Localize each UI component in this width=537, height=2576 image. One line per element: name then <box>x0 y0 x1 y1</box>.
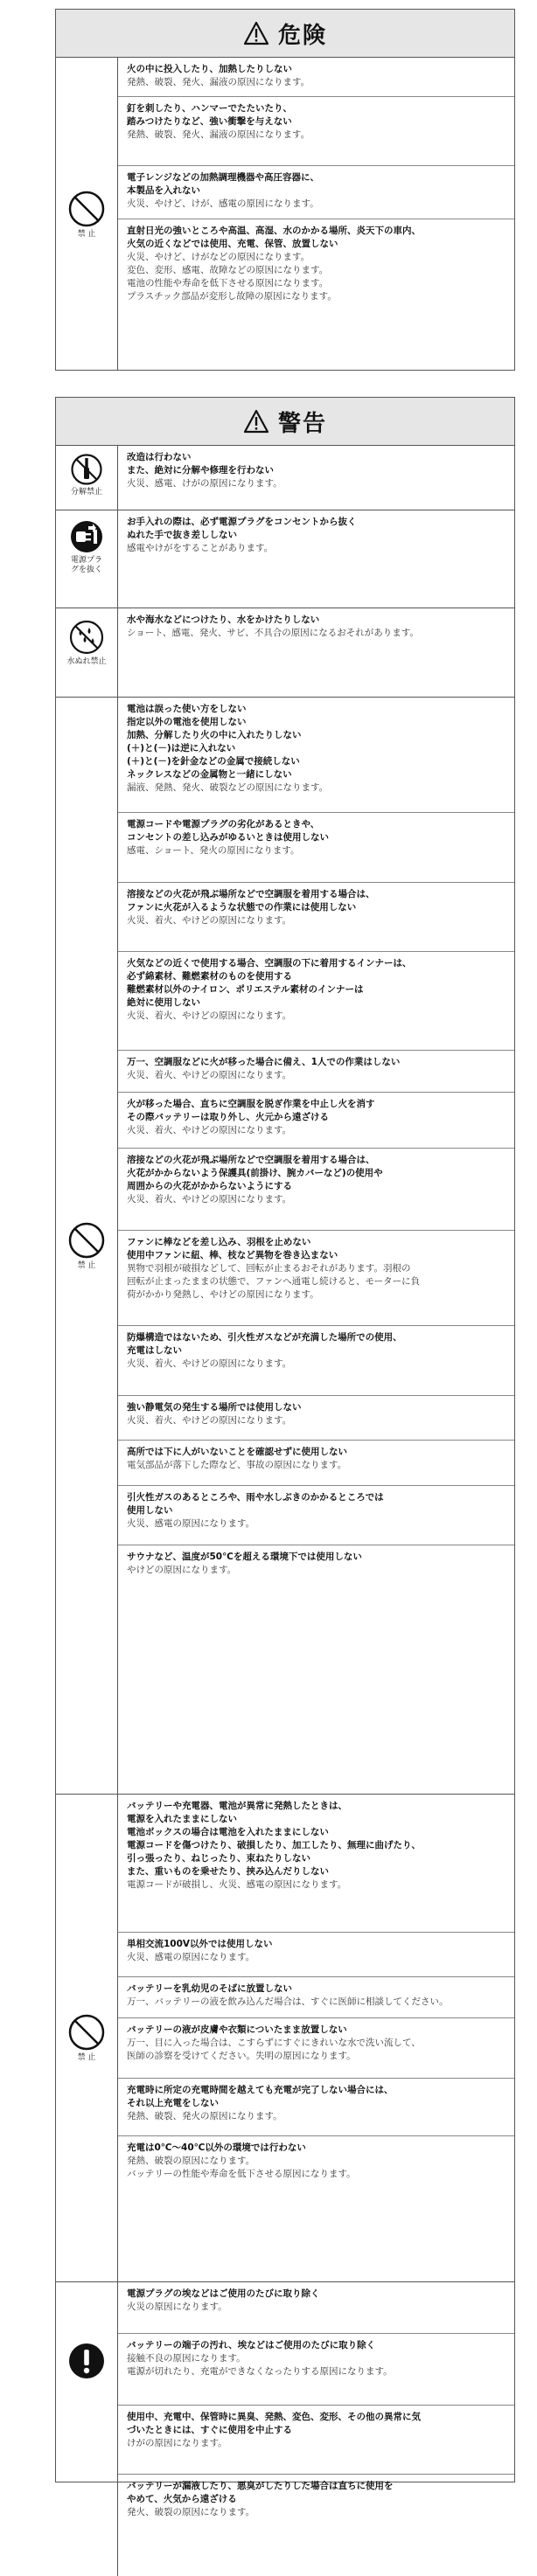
item-heading-line: 強い静電気の発生する場所では使用しない <box>127 1402 302 1413</box>
item-heading-line: 水や海水などにつけたり、水をかけたりしない <box>127 614 320 625</box>
item-detail-line: バッテリーの性能や寿命を低下させる原因になります。 <box>127 2169 356 2179</box>
prohibit-2-items <box>118 1795 514 2281</box>
warning-item <box>118 2136 514 2281</box>
warning-item <box>118 2282 514 2334</box>
item-heading-line: 直射日光の強いところや高温、高湿、水のかかる場所、炎天下の車内、 <box>127 226 421 236</box>
item-detail-line: 火災、着火、やけどの原因になります。 <box>127 1010 292 1021</box>
warning-item <box>118 2406 514 2475</box>
item-heading-line: お手入れの際は、必ず電源プラグをコンセントから抜く <box>127 517 357 527</box>
item-detail-line: 発火、破裂の原因になります。 <box>127 2507 255 2517</box>
item-heading-line: 電源コードを傷つけたり、破損したり、加工したり、無理に曲げたり、 <box>127 1840 421 1850</box>
warning-item <box>118 446 514 510</box>
item-heading-line: 火気の近くなどでは使用、充電、保管、放置しない <box>127 239 338 249</box>
danger-icon-column <box>56 58 118 371</box>
mandatory-action-icon <box>67 2342 106 2380</box>
item-detail-line: 火災、やけど、けが、感電の原因になります。 <box>127 198 319 209</box>
wet-items <box>118 608 514 697</box>
item-heading-line: それ以上充電をしない <box>127 2098 219 2108</box>
warning-title: 警告 <box>277 410 327 437</box>
item-heading-line: 使用しない <box>127 1505 173 1516</box>
no-disassembly-icon <box>70 453 103 486</box>
item-heading-line: 電池ボックスの場合は電池を入れたままにしない <box>127 1827 329 1837</box>
prohibit-1-items <box>118 698 514 1794</box>
no-disassembly-label: 分解禁止 <box>70 488 102 496</box>
item-heading-line: ファンに火花が入るような状態での作業には使用しない <box>127 902 357 913</box>
item-detail-line: プラスチック部品が変形し故障の原因になります。 <box>127 291 337 302</box>
item-heading-line: バッテリーや充電器、電池が異常に発熱したときは、 <box>127 1801 347 1811</box>
prohibited-icon <box>67 1221 106 1260</box>
danger-items <box>118 58 514 371</box>
item-heading-line: 電池は誤った使い方をしない <box>127 704 247 714</box>
item-detail-line: 接触不良の原因になります。 <box>127 2353 246 2364</box>
danger-section <box>55 9 515 371</box>
warning-item <box>118 952 514 1051</box>
item-heading-line: 本製品を入れない <box>127 185 200 196</box>
item-detail-line: 発熱、破裂、発火、漏液の原因になります。 <box>127 129 310 140</box>
mandatory-group <box>56 2282 514 2576</box>
warning-item <box>118 1231 514 1326</box>
item-heading-line: 絶対に使用しない <box>127 997 200 1008</box>
item-detail-line: 火災、着火、やけどの原因になります。 <box>127 1125 292 1135</box>
item-detail-line: 異物で羽根が破損などして、回転が止まるおそれがあります。羽根の <box>127 1263 411 1274</box>
item-heading-line: バッテリーの液が皮膚や衣類についたまま放置しない <box>127 2024 347 2035</box>
item-heading-line: 使用中ファンに紐、棒、枝など異物を巻き込まない <box>127 1250 338 1260</box>
disassemble-items <box>118 446 514 510</box>
item-heading-line: 電子レンジなどの加熱調理機器や高圧容器に、 <box>127 172 319 183</box>
item-heading-line: その際バッテリーは取り外し、火元から遠ざける <box>127 1112 329 1122</box>
unplug-group <box>56 510 514 608</box>
item-heading-line: 充電はしない <box>127 1345 182 1356</box>
item-detail-line: 火災、着火、やけどの原因になります。 <box>127 1415 292 1426</box>
item-heading-line: (＋)と(－)は逆に入れない <box>127 743 236 753</box>
prohibit-1-icon-column <box>56 698 118 1794</box>
item-heading-line: (＋)と(－)を針金などの金属で接続しない <box>127 756 300 767</box>
item-heading-line: 溶接などの火花が飛ぶ場所などで空調服を着用する場合は、 <box>127 1155 375 1165</box>
warning-item <box>118 1326 514 1396</box>
item-heading-line: 火が移った場合、直ちに空調服を脱ぎ作業を中止し火を消す <box>127 1099 375 1109</box>
warning-item <box>118 1051 514 1093</box>
item-heading-line: 使用中、充電中、保管時に異臭、発熱、変色、変形、その他の異常に気 <box>127 2412 421 2422</box>
item-heading-line: 改造は行わない <box>127 452 192 462</box>
item-heading-line: 釘を刺したり、ハンマーでたたいたり、 <box>127 103 292 114</box>
item-heading-line: また、重いものを乗せたり、挟み込んだりしない <box>127 1866 329 1877</box>
item-detail-line: 火災、感電の原因になります。 <box>127 1518 255 1529</box>
item-detail-line: 荷がかかり発熱し、やけどの原因になります。 <box>127 1289 319 1300</box>
prohibited-label: 禁 止 <box>77 1260 96 1270</box>
warning-triangle-icon <box>243 21 269 45</box>
item-detail-line: 変色、変形、感電、故障などの原因になります。 <box>127 265 329 275</box>
disassemble-group <box>56 446 514 510</box>
warning-item <box>118 813 514 883</box>
item-detail-line: 火災、着火、やけどの原因になります。 <box>127 1070 292 1080</box>
no-water-label: 水ぬれ禁止 <box>66 657 107 666</box>
item-detail-line: 火災、着火、やけどの原因になります。 <box>127 1194 292 1205</box>
item-detail-line: 火災、着火、やけどの原因になります。 <box>127 1358 292 1369</box>
item-heading-line: サウナなど、温度が50℃を超える環境下では使用しない <box>127 1552 362 1562</box>
warning-item <box>118 1149 514 1231</box>
item-heading-line: コンセントの差し込みがゆるいときは使用しない <box>127 832 329 843</box>
item-heading-line: 防爆構造ではないため、引火性ガスなどが充満した場所での使用、 <box>127 1332 402 1343</box>
warning-item <box>118 698 514 813</box>
item-detail-line: 感電、ショート、発火の原因になります。 <box>127 845 300 856</box>
no-water-icon <box>68 619 105 656</box>
item-detail-line: 万一、バッテリーの液を飲み込んだ場合は、すぐに医師に相談してください。 <box>127 1996 449 2007</box>
item-heading-line: ファンに棒などを差し込み、羽根を止めない <box>127 1237 311 1247</box>
prohibit-2-icon-column <box>56 1795 118 2281</box>
warning-item <box>118 1486 514 1545</box>
item-heading-line: 周囲からの火花がかからないようにする <box>127 1181 292 1191</box>
item-heading-line: 引っ張ったり、ねじったり、束ねたりしない <box>127 1853 310 1864</box>
item-detail-line: 回転が止まったままの状態で、ファンへ通電し続けると、モーターに負 <box>127 1276 421 1287</box>
warning-header <box>56 398 514 446</box>
item-heading-line: 溶接などの火花が飛ぶ場所などで空調服を着用する場合は、 <box>127 889 375 899</box>
item-heading-line: 電源コードや電源プラグの劣化があるときや、 <box>127 819 320 830</box>
item-heading-line: 充電時に所定の充電時間を越えても充電が完了しない場合には、 <box>127 2085 394 2095</box>
item-detail-line: 電源コードが破損し、火災、感電の原因になります。 <box>127 1879 347 1890</box>
item-heading-line: 電源プラグの埃などはご使用のたびに取り除く <box>127 2288 320 2299</box>
item-heading-line: 火気などの近くで使用する場合、空調服の下に着用するインナーは、 <box>127 958 412 969</box>
item-heading-line: 充電は0℃〜40℃以外の環境では行わない <box>127 2142 306 2153</box>
prohibited-icon <box>67 190 106 228</box>
disassemble-icon-column <box>56 446 118 510</box>
item-detail-line: 万一、目に入った場合は、こすらずにすぐにきれいな水で洗い流して、 <box>127 2038 421 2048</box>
item-detail-line: 火災、着火、やけどの原因になります。 <box>127 915 292 926</box>
item-detail-line: ショート、感電、発火、サビ、不具合の原因になるおそれがあります。 <box>127 628 419 638</box>
item-heading-line: また、絶対に分解や修理を行わない <box>127 465 274 476</box>
item-heading-line: 高所では下に人がいないことを確認せずに使用しない <box>127 1447 347 1457</box>
item-detail-line: 電源が切れたり、充電ができなくなったりする原因になります。 <box>127 2366 393 2377</box>
item-detail-line: 火災、感電、けがの原因になります。 <box>127 478 282 489</box>
unplug-items <box>118 510 514 608</box>
item-heading-line: 単相交流100V以外では使用しない <box>127 1939 273 1949</box>
prohibited-label: 禁 止 <box>77 2053 96 2062</box>
item-heading-line: ぬれた手で抜き差ししない <box>127 530 237 540</box>
unplug-label: 電源プラグを抜く <box>70 556 102 574</box>
prohibited-label: 禁 止 <box>77 229 96 239</box>
warning-item <box>118 1396 514 1441</box>
warning-item <box>118 2079 514 2136</box>
mandatory-icon-column <box>56 2282 118 2576</box>
warning-item <box>118 219 514 371</box>
item-heading-line: バッテリーが漏液したり、悪臭がしたりした場合は直ちに使用を <box>127 2481 394 2491</box>
danger-title: 危険 <box>277 22 327 49</box>
item-heading-line: バッテリーの端子の汚れ、埃などはご使用のたびに取り除く <box>127 2340 376 2350</box>
item-heading-line: 必ず綿素材、難燃素材のものを使用する <box>127 971 292 982</box>
item-detail-line: 電池の性能や寿命を低下させる原因になります。 <box>127 278 329 288</box>
item-heading-line: バッテリーを乳幼児のそばに放置しない <box>127 1983 292 1994</box>
item-detail-line: 医師の診察を受けてください。失明の原因になります。 <box>127 2051 356 2061</box>
item-detail-line: 発熱、破裂、発火、漏液の原因になります。 <box>127 77 310 87</box>
prohibit-group-2 <box>56 1795 514 2282</box>
wet-icon-column <box>56 608 118 697</box>
item-heading-line: 火の中に投入したり、加熱したりしない <box>127 64 292 74</box>
warning-item <box>118 1545 514 1590</box>
item-heading-line: 加熱、分解したり火の中に入れたりしない <box>127 730 302 740</box>
item-heading-line: 万一、空調服などに火が移った場合に備え、1人での作業はしない <box>127 1057 401 1067</box>
warning-item <box>118 1093 514 1149</box>
item-detail-line: 発熱、破裂の原因になります。 <box>127 2156 255 2166</box>
item-heading-line: 火花がかからないよう保護具(前掛け、腕カバーなど)の使用や <box>127 1168 383 1178</box>
item-detail-line: やけどの原因になります。 <box>127 1565 237 1575</box>
prohibited-icon <box>67 2013 106 2052</box>
warning-item <box>118 58 514 97</box>
item-detail-line: 電気部品が落下した際など、事故の原因になります。 <box>127 1460 347 1470</box>
item-heading-line: 踏みつけたりなど、強い衝撃を与えない <box>127 116 292 127</box>
item-heading-line: 電源を入れたままにしない <box>127 1814 237 1824</box>
warning-item <box>118 166 514 219</box>
warning-item <box>118 1441 514 1486</box>
item-heading-line: ネックレスなどの金属物と一緒にしない <box>127 769 292 780</box>
item-detail-line: 火災の原因になります。 <box>127 2302 227 2312</box>
warning-triangle-icon <box>243 409 269 434</box>
item-heading-line: づいたときには、すぐに使用を中止する <box>127 2425 292 2435</box>
item-heading-line: 引火性ガスのあるところや、雨や水しぶきのかかるところでは <box>127 1492 384 1503</box>
item-detail-line: 感電やけがをすることがあります。 <box>127 543 274 553</box>
wet-group <box>56 608 514 698</box>
item-heading-line: 指定以外の電池を使用しない <box>127 717 247 727</box>
warning-item <box>118 883 514 952</box>
warning-item <box>118 1933 514 1977</box>
item-detail-line: 漏液、発熱、発火、破裂などの原因になります。 <box>127 782 329 793</box>
item-detail-line: けがの原因になります。 <box>127 2438 227 2448</box>
warning-item <box>118 2475 514 2576</box>
danger-prohibit-group <box>56 58 514 371</box>
item-heading-line: 難燃素材以外のナイロン、ポリエステル素材のインナーは <box>127 984 364 995</box>
item-heading-line: やめて、火気から遠ざける <box>127 2494 237 2504</box>
mandatory-items <box>118 2282 514 2576</box>
warning-item <box>118 2334 514 2406</box>
warning-item <box>118 97 514 166</box>
warning-item <box>118 1977 514 2018</box>
item-detail-line: 発熱、破裂、発火の原因になります。 <box>127 2111 282 2121</box>
item-detail-line: 火災、感電の原因になります。 <box>127 1952 255 1962</box>
warning-section <box>55 397 515 2517</box>
warning-item <box>118 2018 514 2079</box>
danger-header <box>56 10 514 58</box>
prohibit-group-1 <box>56 698 514 1795</box>
item-detail-line: 火災、やけど、けがなどの原因になります。 <box>127 252 310 262</box>
unplug-icon <box>69 519 104 554</box>
unplug-icon-column <box>56 510 118 608</box>
warning-item <box>118 1795 514 1933</box>
warning-item <box>118 510 514 608</box>
warning-item <box>118 608 514 697</box>
